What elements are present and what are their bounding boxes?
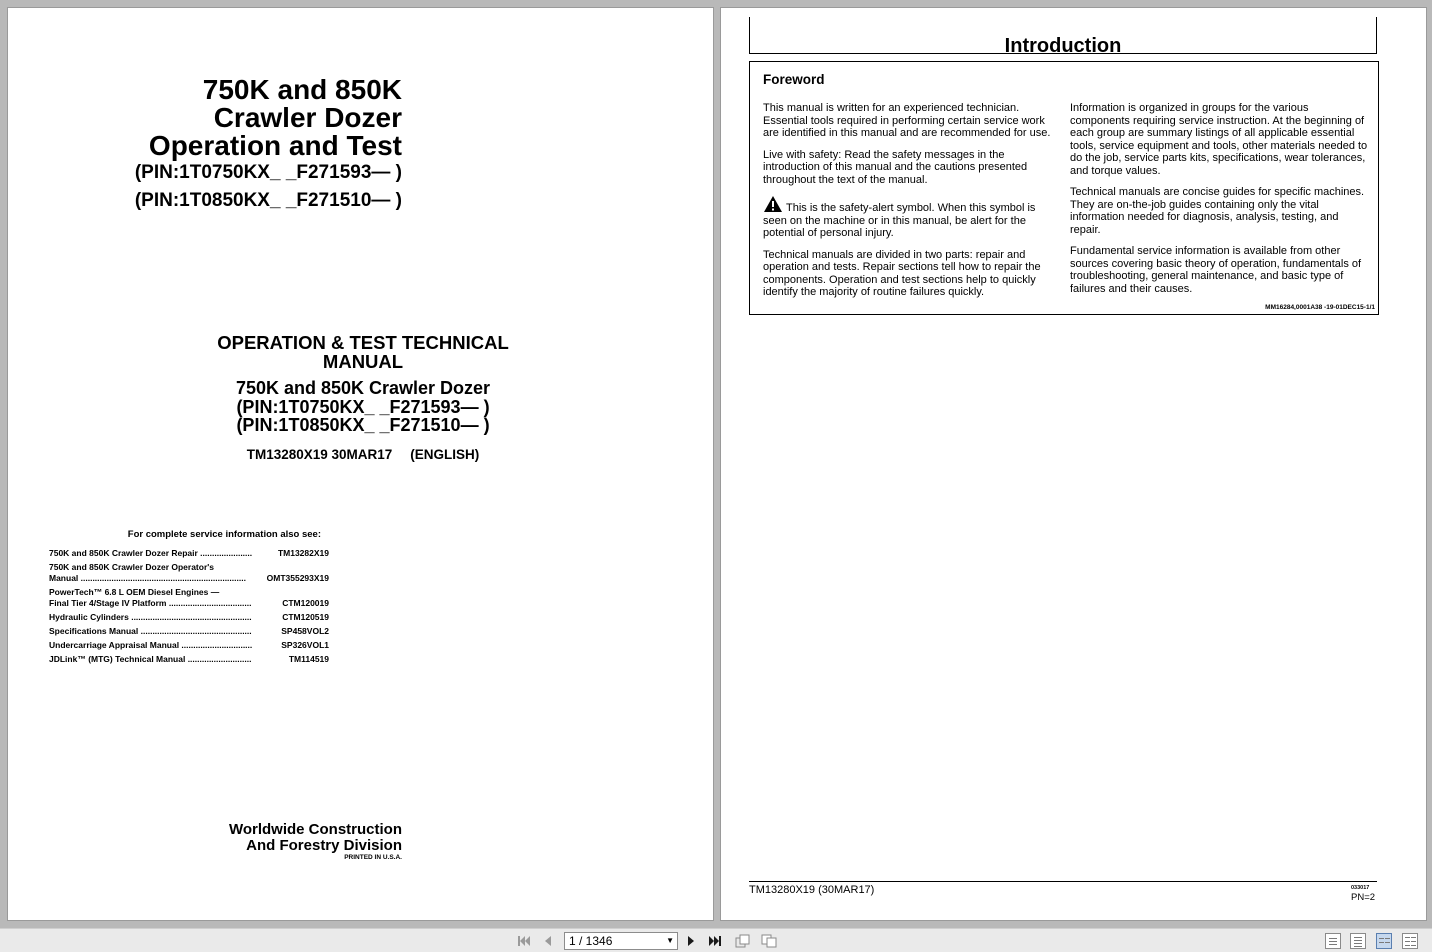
printed-in-note: PRINTED IN U.S.A.	[344, 854, 402, 861]
previous-page-icon[interactable]	[541, 932, 555, 950]
document-reference-id: MM16284,0001A38 -19-01DEC15-1/1	[1265, 304, 1375, 311]
reference-code: CTM120519	[282, 612, 329, 622]
reference-name: Manual .....	[49, 573, 246, 583]
right-page	[720, 7, 1427, 921]
reference-name: Undercarriage Appraisal Manual .....	[49, 640, 252, 650]
reference-name: JDLink™ (MTG) Technical Manual .....	[49, 654, 252, 664]
first-page-icon[interactable]	[515, 932, 533, 950]
cover-title	[22, 76, 402, 160]
footer-date: 033017	[1351, 885, 1370, 891]
reference-row	[49, 587, 329, 609]
foreword-left-column	[763, 102, 1061, 308]
reference-name: Final Tier 4/Stage IV Platform .....	[49, 598, 252, 608]
manual-code: TM13280X19 30MAR17	[246, 447, 393, 462]
two-page-continuous-view-icon[interactable]	[1402, 933, 1418, 949]
manual-subtitle-line: 750K and 850K Crawler Dozer	[235, 378, 491, 398]
reference-code: SP458VOL2	[281, 626, 329, 636]
reference-row	[49, 548, 329, 559]
cover-title-line: Operation and Test	[148, 130, 402, 161]
left-page	[7, 7, 714, 921]
next-page-icon[interactable]	[684, 932, 698, 950]
section-title: Introduction	[1004, 35, 1122, 57]
manual-title-line: OPERATION & TEST TECHNICAL	[217, 332, 509, 353]
manual-language: (ENGLISH)	[410, 447, 480, 462]
reference-row	[49, 626, 329, 637]
footer-manual-code: TM13280X19 (30MAR17)	[749, 884, 875, 896]
safety-alert-text: This is the safety-alert symbol. When this symbol is seen on the machine or in this manual, be alert for the potential of personal injury.	[763, 202, 1036, 239]
manual-subtitle	[163, 379, 563, 435]
two-page-view-icon[interactable]	[1376, 933, 1392, 949]
last-page-icon[interactable]	[706, 932, 724, 950]
extract-icon[interactable]	[760, 932, 778, 950]
page-number: PN=2	[1351, 892, 1376, 903]
reference-name: 750K and 850K Crawler Dozer Operator's	[49, 562, 215, 572]
division-line: Worldwide Construction	[228, 821, 402, 838]
foreword-box	[749, 61, 1379, 315]
section-header-box	[749, 17, 1377, 57]
reference-code: SP326VOL1	[281, 640, 329, 650]
foreword-paragraph: Fundamental service information is available from other sources covering basic theory of operation, fundamentals of troubleshooting, general maintenance, and basic type of failures and their causes.	[1070, 245, 1362, 295]
reference-code: TM114519	[288, 654, 329, 664]
foreword-safety-paragraph	[763, 195, 1061, 240]
footer-rule	[749, 881, 1377, 882]
chevron-down-icon[interactable]: ▼	[666, 936, 674, 945]
reference-name: 750K and 850K Crawler Dozer Repair .....	[49, 548, 252, 558]
continuous-view-icon[interactable]	[1350, 933, 1366, 949]
reference-code: OMT355293X19	[266, 573, 329, 583]
foreword-paragraph: Live with safety: Read the safety messages in the introduction of this manual and the cautions presented throughout the text of the manual.	[763, 148, 1028, 186]
foreword-right-column	[1070, 102, 1368, 304]
manual-subtitle-line: (PIN:1T0850KX_ _F271510— )	[236, 415, 490, 435]
manual-title-line: MANUAL	[322, 351, 404, 372]
single-page-view-icon[interactable]	[1325, 933, 1341, 949]
reference-row	[49, 654, 329, 665]
reference-row	[49, 612, 329, 623]
warning-triangle-icon	[763, 195, 783, 213]
viewer-toolbar	[0, 928, 1432, 952]
cover-title-line: Crawler Dozer	[213, 102, 402, 133]
foreword-paragraph: Technical manuals are concise guides for specific machines. They are on-the-job guides containing only the vital information needed for diagnosis, analysis, testing, and repair.	[1070, 186, 1365, 236]
foreword-paragraph: This manual is written for an experienced technician. Essential tools required in performing certain service work are identified in this manual and are recommended for use.	[763, 102, 1051, 139]
reference-code: TM13282X19	[277, 548, 329, 558]
reference-name: Hydraulic Cylinders .....	[49, 612, 252, 622]
foreword-title: Foreword	[763, 72, 825, 87]
cover-pin-750k: (PIN:1T0750KX_ _F271593— )	[134, 162, 402, 183]
reference-code: CTM120019	[282, 598, 329, 608]
manual-title	[163, 333, 563, 371]
cover-title-line: 750K and 850K	[202, 74, 402, 105]
rotate-icon[interactable]	[734, 932, 752, 950]
cover-pin-850k: (PIN:1T0850KX_ _F271510— )	[134, 190, 402, 211]
reference-name: PowerTech™ 6.8 L OEM Diesel Engines —	[49, 587, 220, 597]
reference-row	[49, 640, 329, 651]
division-name	[102, 822, 402, 854]
foreword-paragraph: Information is organized in groups for the various components requiring service instruction. At the beginning of each group are summary listings of all applicable essential tools, service equipment and tools, other materials needed to do the job, service parts kits, specifications, wear tolerances, and torque values.	[1070, 102, 1368, 177]
manual-subtitle-line: (PIN:1T0750KX_ _F271593— )	[236, 396, 490, 417]
page-indicator: 1 / 1346	[569, 934, 613, 948]
division-line: And Forestry Division	[246, 837, 402, 854]
references-list	[49, 548, 329, 668]
references-heading: For complete service information also see:	[127, 529, 321, 540]
manual-code-line	[163, 447, 563, 462]
page-number-input[interactable]	[564, 932, 678, 950]
reference-row	[49, 562, 329, 584]
reference-name: Specifications Manual .....	[49, 626, 252, 636]
foreword-paragraph: Technical manuals are divided in two parts: repair and operation and tests. Repair sections tell how to repair the components. Operation and test sections help to quickly identify the majority of routine failures quickly.	[763, 248, 1041, 298]
